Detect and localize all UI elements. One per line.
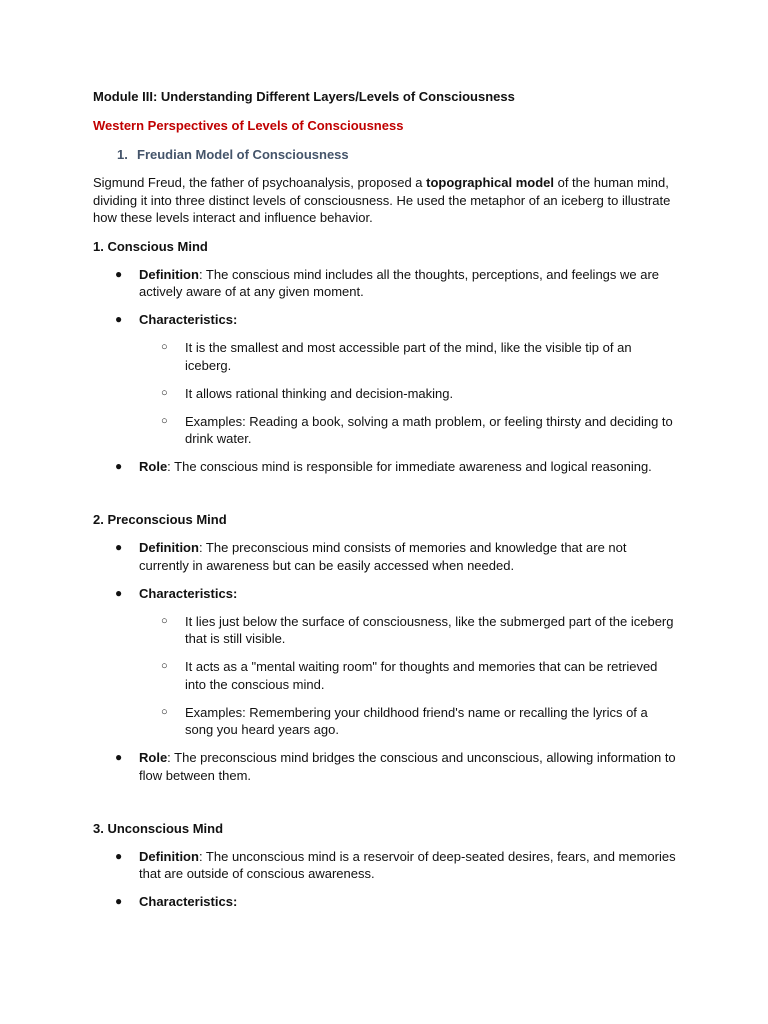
sub-list-item: [139, 613, 678, 648]
section-spacer: [93, 795, 678, 820]
list-item: [93, 585, 678, 739]
circle-bullet-icon: ○: [161, 386, 168, 399]
role-label: Role: [139, 750, 168, 765]
sub-list-item: [139, 658, 678, 693]
bullet-icon: ●: [115, 894, 123, 908]
intro-text-2: of the human mind, dividing it into three distinct levels of consciousness. He used the metaphor of an iceberg to illustrate how these levels interact and influence behavior.: [93, 175, 671, 225]
circle-bullet-icon: ○: [161, 660, 168, 672]
unconscious-bullet-list: [93, 848, 678, 911]
definition-text: : The preconscious mind consists of memories and knowledge that are not currently in awareness but can be easily accessed when needed.: [139, 540, 627, 573]
section-heading-preconscious: 2. Preconscious Mind: [93, 512, 227, 527]
model-heading-text: Freudian Model of Consciousness: [137, 147, 349, 162]
sub-list-item: [139, 385, 678, 403]
list-item: [93, 539, 678, 574]
list-item: [93, 458, 678, 476]
preconscious-bullet-list: [93, 539, 678, 784]
definition-label: Definition: [139, 848, 199, 864]
list-item: [93, 266, 678, 301]
characteristics-label: Characteristics:: [139, 894, 238, 909]
definition-text: : The conscious mind includes all the thoughts, perceptions, and feelings we are actively aware of at any given moment.: [139, 266, 660, 299]
role-label: Role: [139, 459, 168, 474]
list-item: [93, 893, 678, 911]
section-spacer: [93, 486, 678, 511]
definition-label: Definition: [139, 540, 199, 555]
intro-paragraph: [93, 174, 678, 227]
sub-list-item: [139, 413, 678, 448]
bullet-icon: ●: [115, 266, 123, 281]
definition-label: Definition: [139, 266, 199, 282]
circle-bullet-icon: ○: [161, 414, 168, 427]
bullet-icon: ●: [115, 459, 123, 473]
circle-bullet-icon: ○: [161, 341, 168, 353]
model-heading-number: 1.: [117, 147, 128, 162]
characteristic-text: It lies just below the surface of consciousness, like the submerged part of the iceberg that is still visible.: [185, 613, 674, 646]
role-text: : The conscious mind is responsible for immediate awareness and logical reasoning.: [167, 459, 652, 474]
characteristic-text: Examples: Reading a book, solving a math problem, or feeling thirsty and deciding to drink water.: [185, 413, 673, 446]
circle-bullet-icon: ○: [161, 614, 168, 627]
bullet-icon: ●: [115, 312, 123, 326]
model-heading: [93, 146, 678, 163]
sub-list-item: [139, 339, 678, 374]
bullet-icon: ●: [115, 585, 123, 600]
section-heading-conscious: 1. Conscious Mind: [93, 238, 208, 254]
list-item: [93, 848, 678, 883]
list-item: [93, 311, 678, 448]
conscious-bullet-list: [93, 266, 678, 476]
section-subtitle: Western Perspectives of Levels of Consciousness: [93, 118, 404, 133]
intro-text-1: Sigmund Freud, the father of psychoanalysis, proposed a: [93, 175, 427, 190]
role-text: : The preconscious mind bridges the conscious and unconscious, allowing information to flow between them.: [139, 750, 676, 783]
sub-list-item: [139, 704, 678, 739]
bullet-icon: ●: [115, 540, 123, 554]
section-heading-unconscious: 3. Unconscious Mind: [93, 820, 224, 836]
list-item: [93, 749, 678, 784]
characteristic-text: Examples: Remembering your childhood friend's name or recalling the lyrics of a song you heard years ago.: [185, 704, 648, 737]
document-page: [93, 88, 678, 921]
sub-bullet-list: [139, 339, 678, 448]
sub-bullet-list: [139, 613, 678, 739]
characteristics-label: Characteristics:: [139, 312, 238, 327]
definition-text: : The unconscious mind is a reservoir of deep-seated desires, fears, and memories that are outside of conscious awareness.: [139, 848, 676, 881]
module-title: Module III: Understanding Different Layers/Levels of Consciousness: [93, 89, 515, 104]
characteristic-text: It is the smallest and most accessible part of the mind, like the visible tip of an iceberg.: [185, 340, 632, 373]
circle-bullet-icon: ○: [161, 705, 168, 718]
characteristics-label: Characteristics:: [139, 585, 238, 601]
intro-bold-term: topographical model: [426, 175, 554, 190]
characteristic-text: It acts as a "mental waiting room" for thoughts and memories that can be retrieved into the conscious mind.: [185, 659, 658, 692]
characteristic-text: It allows rational thinking and decision-making.: [185, 385, 454, 401]
bullet-icon: ●: [115, 848, 123, 863]
bullet-icon: ●: [115, 750, 123, 764]
